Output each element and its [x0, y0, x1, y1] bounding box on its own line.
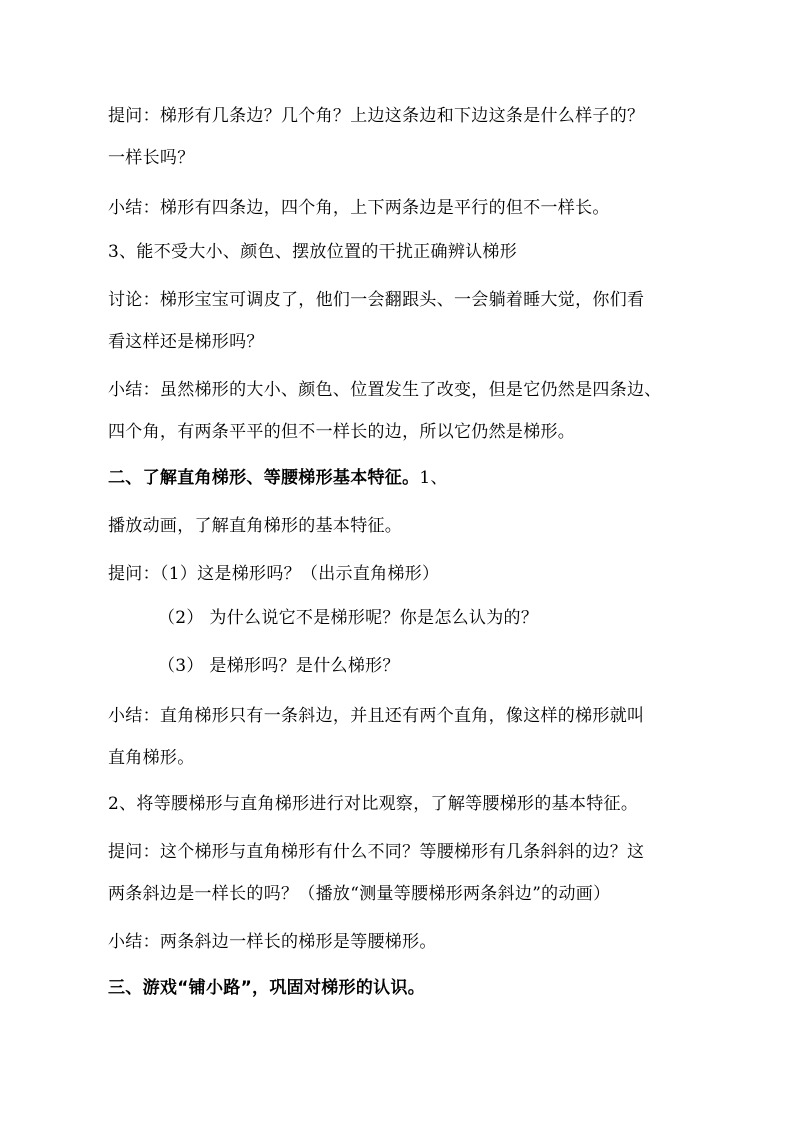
question-2: （2） 为什么说它不是梯形呢？你是怎么认为的？: [158, 608, 539, 628]
question-trapezoid-sides: 提问：梯形有几条边？几个角？上边这条边和下边这条是什么样子的？: [108, 106, 645, 126]
section-2-heading: [108, 466, 448, 490]
discussion-paragraph: 讨论：梯形宝宝可调皮了，他们一会翻跟头、一会躺着睡大觉，你们看: [108, 290, 645, 310]
question-3: （3） 是梯形吗？是什么梯形？: [158, 656, 400, 676]
question-trapezoid-sides-cont: 一样长吗？: [108, 148, 195, 168]
summary-right-trapezoid-cont: 直角梯形。: [108, 748, 195, 768]
section-3-heading: 三、游戏“铺小路”，巩固对梯形的认识。: [108, 978, 426, 998]
question-isosceles: 提问：这个梯形与直角梯形有什么不同？等腰梯形有几条斜斜的边？这: [108, 842, 645, 862]
item-2-heading: 2、将等腰梯形与直角梯形进行对比观察，了解等腰梯形的基本特征。: [108, 794, 639, 814]
section-2-item-1-number: 1、: [419, 468, 448, 488]
animation-instruction: 播放动画，了解直角梯形的基本特征。: [108, 516, 403, 536]
summary-trapezoid-features: 小结：梯形有四条边，四个角，上下两条边是平行的但不一样长。: [108, 198, 610, 218]
summary-isosceles: 小结：两条斜边一样长的梯形是等腰梯形。: [108, 932, 437, 952]
item-3-heading: 3、能不受大小、颜色、摆放位置的干扰正确辨认梯形: [108, 242, 518, 262]
summary-paragraph: 小结：虽然梯形的大小、颜色、位置发生了改变，但是它仍然是四条边、: [108, 380, 662, 400]
summary-right-trapezoid: 小结：直角梯形只有一条斜边，并且还有两个直角，像这样的梯形就叫: [108, 706, 645, 726]
section-2-title: 二、了解直角梯形、等腰梯形基本特征。: [108, 468, 420, 488]
question-1: 提问：（1）这是梯形吗？（出示直角梯形）: [108, 564, 440, 584]
discussion-paragraph-cont: 看这样还是梯形吗？: [108, 332, 264, 352]
question-isosceles-cont: 两条斜边是一样长的吗？（播放“测量等腰梯形两条斜边”的动画）: [108, 884, 611, 904]
summary-paragraph-cont: 四个角，有两条平平的但不一样长的边，所以它仍然是梯形。: [108, 422, 576, 442]
